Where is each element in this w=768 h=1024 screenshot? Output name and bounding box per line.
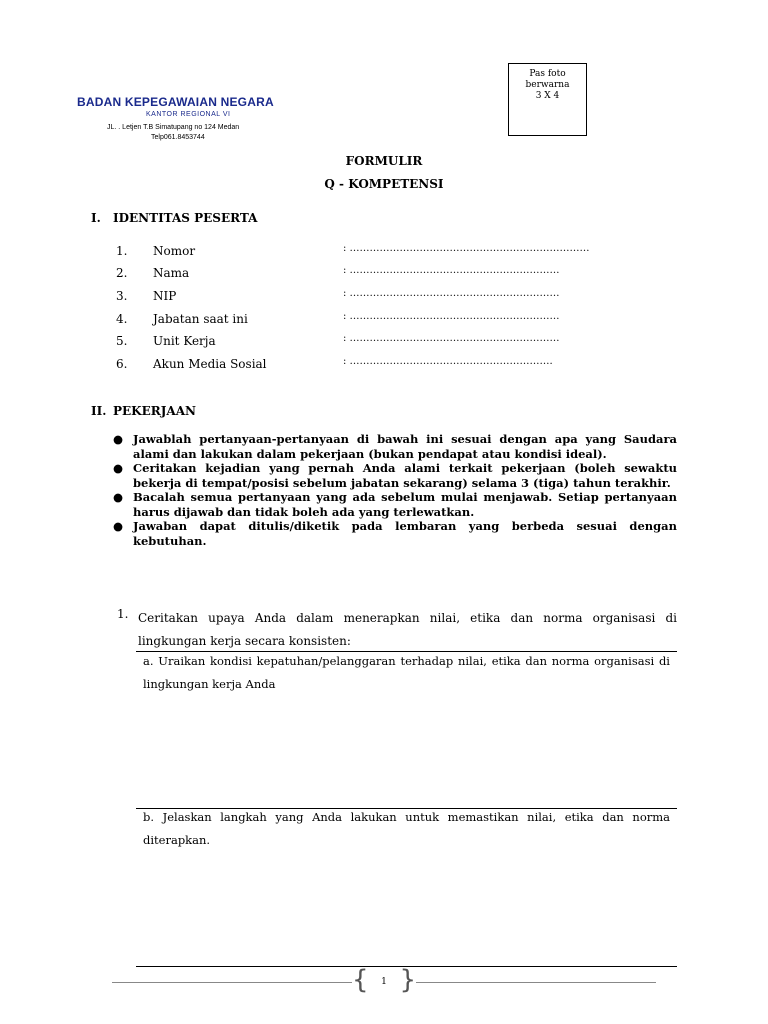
answer-area-b[interactable] xyxy=(136,856,677,961)
field-number: 4. xyxy=(116,312,128,326)
bullet-icon: ● xyxy=(113,490,124,504)
instruction-item xyxy=(113,490,677,519)
section-number: II. xyxy=(91,404,107,418)
section-number: I. xyxy=(91,211,101,225)
org-address: JL. . Letjen T.B Simatupang no 124 Medan xyxy=(107,124,240,131)
section-pekerjaan-heading xyxy=(91,404,196,418)
instruction-text: Ceritakan kejadian yang pernah Anda alami terkait pekerjaan (boleh sewaktu bekerja di tempat/posisi sebelum jabatan sekarang) selama 3 (tiga) tahun terakhir. xyxy=(133,461,677,490)
photo-box-line: Pas foto xyxy=(529,69,566,79)
bullet-icon: ● xyxy=(113,519,124,533)
footer-rule xyxy=(112,982,352,983)
field-number: 5. xyxy=(116,334,128,348)
field-input-jabatan[interactable]: : ……………………………………………………… xyxy=(343,311,560,322)
field-label-jabatan: Jabatan saat ini xyxy=(153,312,248,326)
org-phone: Telp061.8453744 xyxy=(151,134,205,141)
instruction-list xyxy=(113,432,677,548)
left-brace-icon: { xyxy=(352,965,369,995)
field-label-media-sosial: Akun Media Sosial xyxy=(153,357,267,371)
field-label-nama: Nama xyxy=(153,266,190,280)
instruction-item xyxy=(113,519,677,548)
right-brace-icon: } xyxy=(399,965,416,995)
org-subtitle: KANTOR REGIONAL VI xyxy=(146,111,231,118)
form-subtitle: Q - KOMPETENSI xyxy=(324,177,444,191)
instruction-text: Jawablah pertanyaan-pertanyaan di bawah ini sesuai dengan apa yang Saudara alami dan lakukan dalam pekerjaan (bukan pendapat atau kondisi ideal). xyxy=(133,432,677,461)
section-title: PEKERJAAN xyxy=(113,404,196,418)
footer-rule xyxy=(416,982,656,983)
field-input-media-sosial[interactable]: : ……………………………………………………. xyxy=(343,356,553,367)
question-sub-b: b. Jelaskan langkah yang Anda lakukan untuk memastikan nilai, etika dan norma diterapkan. xyxy=(143,810,670,847)
section-identitas-heading xyxy=(91,211,257,225)
field-input-unit-kerja[interactable]: : ……………………………………………………… xyxy=(343,333,560,344)
field-number: 1. xyxy=(116,244,128,258)
bullet-icon: ● xyxy=(113,432,124,446)
field-label-unit-kerja: Unit Kerja xyxy=(153,334,216,348)
field-number: 3. xyxy=(116,289,128,303)
instruction-text: Bacalah semua pertanyaan yang ada sebelum mulai menjawab. Setiap pertanyaan harus dijawab dan tidak boleh ada yang terlewatkan. xyxy=(133,490,677,519)
field-label-nomor: Nomor xyxy=(153,244,196,258)
question-number: 1. xyxy=(117,607,129,621)
field-input-nama[interactable]: : ……………………………………………………… xyxy=(343,265,560,276)
page-number-box xyxy=(352,965,416,996)
instruction-item xyxy=(113,461,677,490)
field-input-nip[interactable]: : ……………………………………………………… xyxy=(343,288,560,299)
photo-box-line: berwarna xyxy=(525,80,570,90)
photo-box-line: 3 X 4 xyxy=(535,91,560,101)
question-text: Ceritakan upaya Anda dalam menerapkan nilai, etika dan norma organisasi di lingkungan kerja secara konsisten: xyxy=(138,611,677,648)
instruction-text: Jawaban dapat ditulis/diketik pada lembaran yang berbeda sesuai dengan kebutuhan. xyxy=(133,519,677,548)
page-number: 1 xyxy=(381,977,387,987)
form-title: FORMULIR xyxy=(345,154,423,168)
bullet-icon: ● xyxy=(113,461,124,475)
field-label-nip: NIP xyxy=(153,289,177,303)
field-number: 6. xyxy=(116,357,128,371)
instruction-item xyxy=(113,432,677,461)
answer-area-a[interactable] xyxy=(136,700,677,805)
field-number: 2. xyxy=(116,266,128,280)
photo-box xyxy=(508,63,587,136)
org-name: BADAN KEPEGAWAIAN NEGARA xyxy=(77,95,274,109)
field-input-nomor[interactable]: : ……………………………………………………………… xyxy=(343,243,590,254)
section-title: IDENTITAS PESERTA xyxy=(113,211,258,225)
question-sub-a: a. Uraikan kondisi kepatuhan/pelanggaran terhadap nilai, etika dan norma organisasi di lingkungan kerja Anda xyxy=(143,654,670,691)
